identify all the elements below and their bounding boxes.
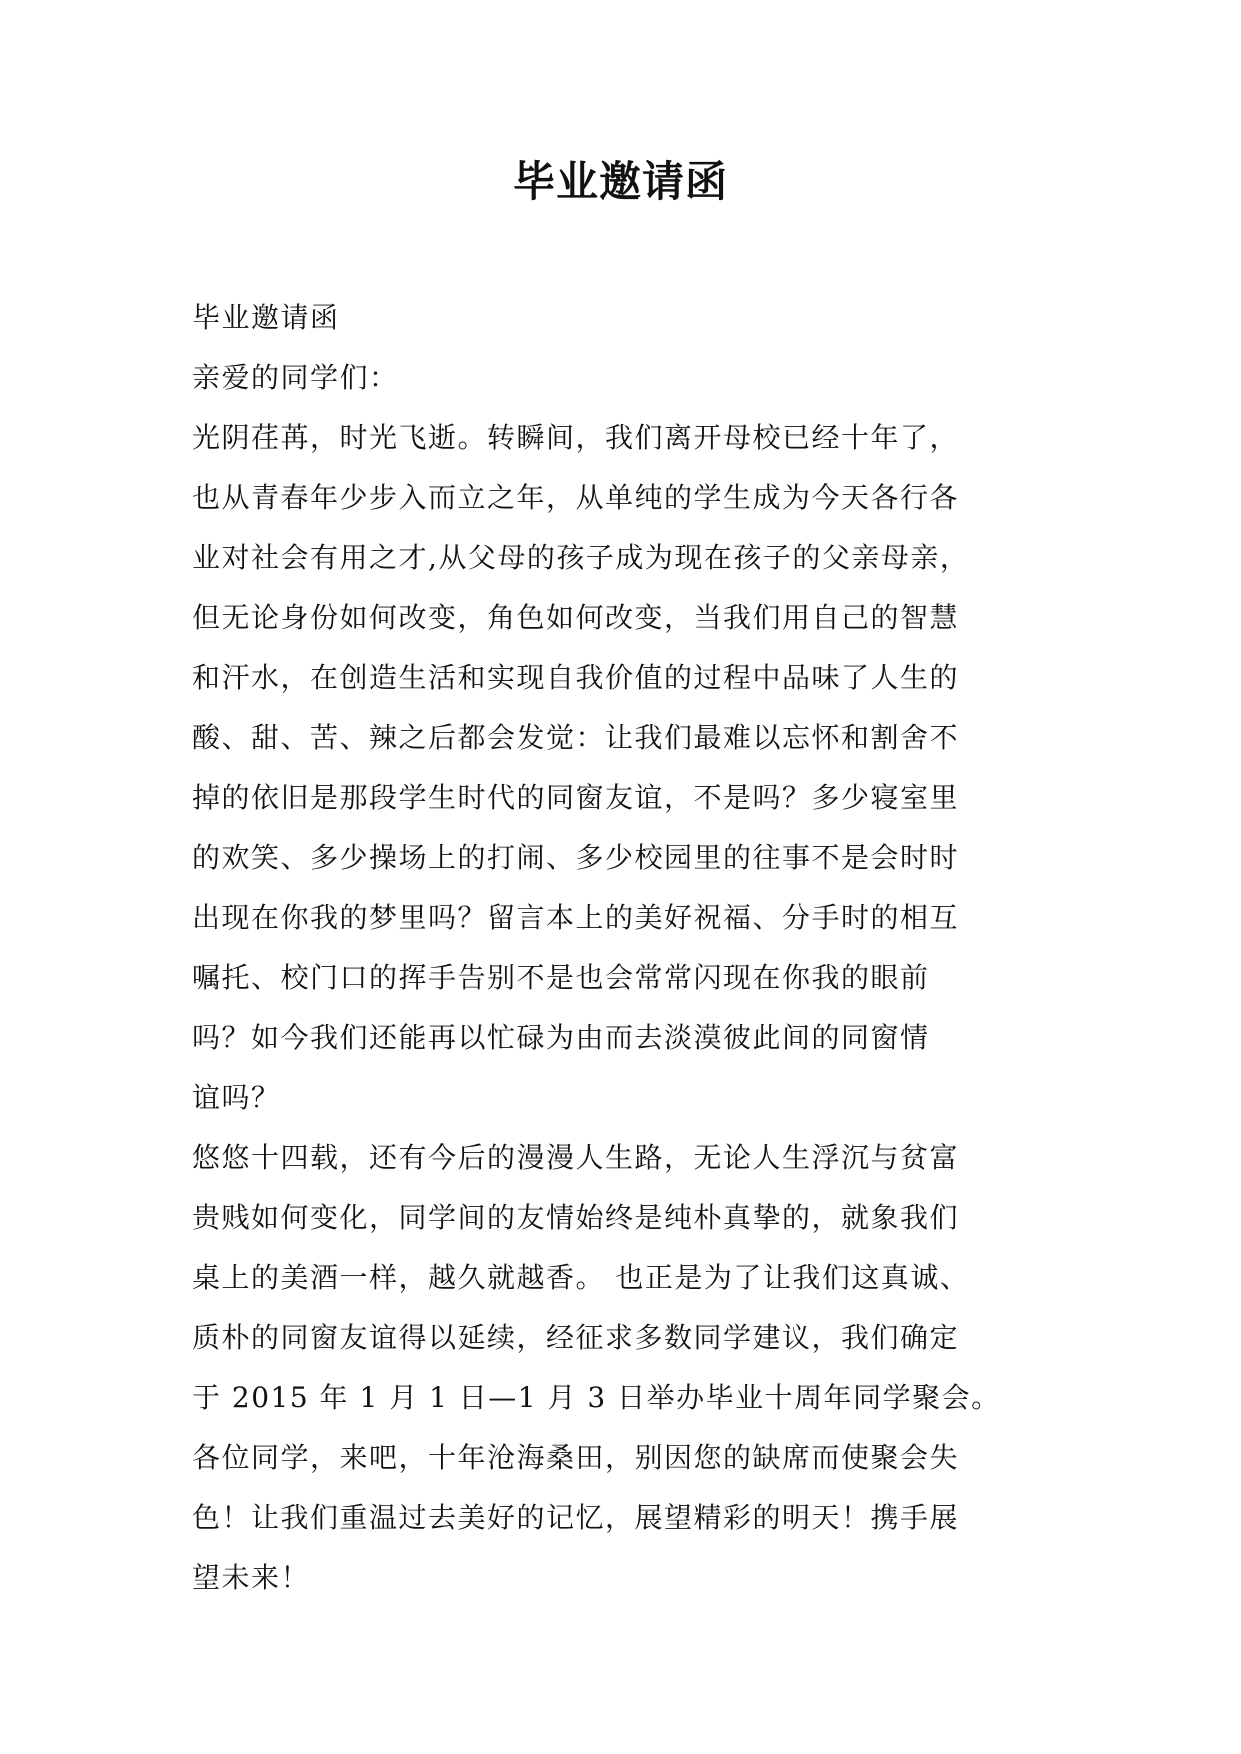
body-line: 和汗水，在创造生活和实现自我价值的过程中品味了人生的 [192,661,960,694]
closing-line: 望未来！ [192,1561,311,1594]
body-line: 业对社会有用之才,从父母的孩子成为现在孩子的父亲母亲， [192,541,970,574]
body-line: 谊吗？ [192,1081,281,1114]
body-line: 悠悠十四载，还有今后的漫漫人生路，无论人生浮沉与贫富 [192,1141,960,1174]
body-line: 酸、甜、苦、辣之后都会发觉：让我们最难以忘怀和割舍不 [192,721,960,754]
body-line: 贵贱如何变化，同学间的友情始终是纯朴真挚的，就象我们 [192,1201,960,1234]
body-line: 出现在你我的梦里吗？留言本上的美好祝福、分手时的相互 [192,901,960,934]
body-line: 掉的依旧是那段学生时代的同窗友谊，不是吗？多少寝室里 [192,781,960,814]
body-line: 质朴的同窗友谊得以延续，经征求多数同学建议，我们确定 [192,1321,960,1354]
body-line: 吗？如今我们还能再以忙碌为由而去淡漠彼此间的同窗情 [192,1021,930,1054]
body-line: 各位同学，来吧，十年沧海桑田，别因您的缺席而使聚会失 [192,1441,960,1474]
subtitle-line: 毕业邀请函 [192,301,340,334]
salutation-line: 亲爱的同学们： [192,361,399,394]
body-line: 的欢笑、多少操场上的打闹、多少校园里的往事不是会时时 [192,841,960,874]
page-title: 毕业邀请函 [512,157,728,206]
body-line: 但无论身份如何改变，角色如何改变，当我们用自己的智慧 [192,601,960,634]
body-line: 桌上的美酒一样，越久就越香。 也正是为了让我们这真诚、 [192,1261,970,1294]
date-line: 于 2015 年 1 月 1 日—1 月 3 日举办毕业十周年同学聚会。 [192,1381,1001,1414]
body-line: 嘱托、校门口的挥手告别不是也会常常闪现在你我的眼前 [192,961,930,994]
body-line: 色！让我们重温过去美好的记忆，展望精彩的明天！携手展 [192,1501,960,1534]
body-line: 光阴荏苒，时光飞逝。转瞬间，我们离开母校已经十年了， [192,421,960,454]
body-line: 也从青春年少步入而立之年，从单纯的学生成为今天各行各 [192,481,960,514]
document-body [192,288,1072,1608]
